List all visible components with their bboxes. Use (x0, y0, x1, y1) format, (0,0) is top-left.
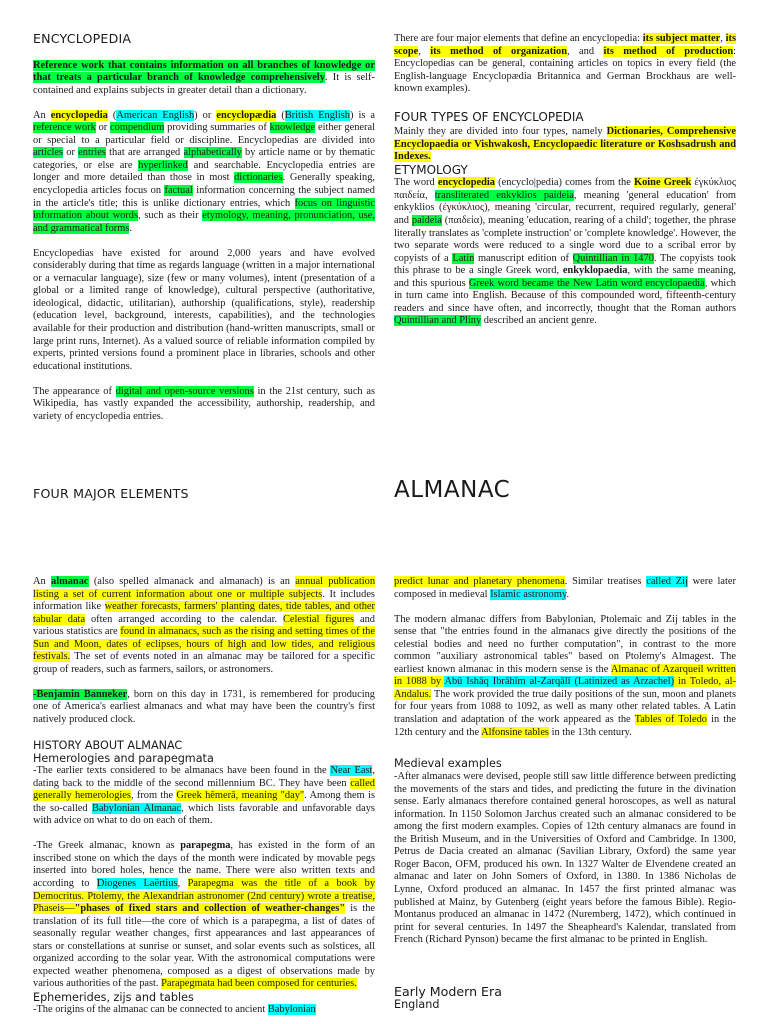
highlighted-term: -Benjamin Banneker (33, 688, 128, 700)
highlighted-term: Tables of Toledo (634, 714, 707, 726)
four-types-paragraph: Mainly they are divided into four types, namely Dictionaries, Comprehensive Encyclopaedia or Vishwakosh, Encyclopaedic literature or Koshsadrush and Indexes. (394, 126, 736, 163)
highlighted-term: British English (284, 109, 350, 121)
highlighted-term: American English (116, 109, 195, 121)
highlighted-term: Reference work that contains information on all branches of knowledge or that treats a particular branch of knowledge comprehensively (33, 59, 375, 84)
heading-history-almanac: HISTORY ABOUT ALMANAC (33, 739, 183, 753)
heading-ephemerides: Ephemerides, zijs and tables (33, 990, 194, 1004)
highlighted-term: etymology, meaning, pronunciation, use, and grammatical forms (33, 210, 376, 234)
highlighted-term: Greek hēmerā, meaning "day" (176, 790, 305, 802)
highlighted-term: Greek word became the New Latin word encyclopaedia (468, 277, 705, 289)
highlighted-term: Celestial figures (282, 613, 355, 625)
etymology-paragraph: The word encyclopedia (encyclo|pedia) comes from the Koine Greek ἐγκύκλιος παιδεία, transliterated enkyklios paideia, meaning 'general education' from enkyklios (ἐγκύκλιος), meaning 'circular, recurrent, required regularly, general' and paideia (παιδεία), meaning 'education, rearing of a child'; together, the phrase literally translates as 'complete instruction' or 'complete knowledge'. However, the two separate words were reduced to a single word due to a scribal error by copyists of a Latin manuscript edition of Quintillian in 1470. The copyists took this phrase to be a single Greek word, enkyklopaedia, with the same meaning, and this spurious Greek word became the New Latin word encyclopaedia, which in turn came into English. Because of this compounded word, fifteenth-century readers and since have often, and incorrectly, thought that the Roman authors Quintillian and Pliny described an ancient genre. (394, 177, 736, 327)
heading-hemerologies: Hemerologies and parapegmata (33, 752, 214, 766)
heading-almanac: ALMANAC (394, 477, 511, 503)
ephemerides-paragraph: -The origins of the almanac can be connected to ancient Babylonian (33, 1003, 316, 1015)
almanac-definition: An almanac (also spelled almanack and almanach) is an annual publication listing a set of current information about one or multiple subjects. It includes information like weather forecasts, farmers' planting dates, tide tables, and other tabular data often arranged according to the calendar. Celestial figures and various statistics are found in almanacs, such as the rising and setting times of the Sun and Moon, dates of eclipses, hours of high and low tides, and religious festivals. The set of events noted in an almanac may be tailored for a specific group of readers, such as farmers, sailors, or astronomers. (33, 576, 376, 675)
banneker-paragraph: -Benjamin Banneker, born on this day in 1731, is remembered for producing one of America's earliest almanacs and what may have been the country's first natively produced clock. (33, 688, 376, 726)
highlighted-term: Islamic astronomy (490, 588, 567, 600)
highlighted-term: its subject matter (642, 33, 721, 44)
highlighted-term: Abū Ishāq Ibrāhīm al-Zarqālī (Latinized as Arzachel) (444, 676, 675, 688)
highlighted-term: Parapegma was the title of a book by Democritus. Ptolemy, the Alexandrian astronomer (2nd century) wrote a treatise, Phaseis— (33, 878, 376, 915)
hemerologies-paragraph: -The earlier texts considered to be almanacs have been found in the Near East, dating back to the middle of the second millennium BC. They have been called generally hemerologies, from the Greek hēmerā, meaning "day". Among them is the so-called Babylonian Almanac, which lists favorable and unfavorable days with advice on what to do on each of them. (33, 765, 375, 827)
four-elements-paragraph: There are four major elements that define an encyclopedia: its subject matter, its scope, its method of organization, and its method of production: Encyclopedias can be general, containing articles on topics in every field (the English-language Encyclopædia Britannica and German Brockhaus are well-known examples). (394, 33, 737, 95)
medieval-paragraph: -After almanacs were devised, people still saw little difference between predicting the movements of the stars and tides, and predicting the future in the divination sense. Early almanacs therefore contained general horoscopes, as well as natural information. In 1150 Solomon Jarchus created such an almanac considered to be among the first modern examples. Copies of 12th century almanacs are found in the British Museum, and in the Universities of Oxford and Cambridge. In 1300, Petrus de Dacia created an almanac (Savilian Library, Oxford) the same year Roger Bacon, OFM, produced his own. In 1327 Walter de Elvendene created an almanac and later on John Somers of Oxford, in 1380. In 1386 Nicholas de Lynne, Oxford produced an almanac. In 1457 the first printed almanac was published at Mainz, by Gutenberg (eight years before the famous Bible). Regio-Montanus produced an almanac in 1472 (Nuremberg, 1472), which continued in print for several centuries. In 1497 the Sheapheard's Kalendar, translated from French (Richard Pynson) became the first almanac to be printed in English. (394, 771, 736, 946)
highlighted-term: almanac (51, 576, 89, 587)
highlighted-term: "phases of fixed stars and collection of weather-changes" (74, 903, 346, 915)
highlighted-term: Dictionaries, Comprehensive Encyclopaedia or Vishwakosh, Encyclopaedic literature or Koshsadrush and Indexes. (394, 126, 736, 163)
zij-paragraph: predict lunar and planetary phenomena. Similar treatises called Zij were later composed in medieval Islamic astronomy. (394, 576, 737, 600)
encyclopedia-digital: The appearance of digital and open-source versions in the 21st century, such as Wikipedia, has vastly expanded the accessibility, authorship, readership, and variety of encyclopedia entries. (33, 385, 375, 422)
highlighted-term: predict lunar and planetary phenomena (394, 576, 565, 587)
highlighted-term: Diogenes Laërtius (96, 878, 178, 890)
highlighted-term: Latin (452, 252, 475, 264)
highlighted-term: focus on linguistic information about words (33, 197, 375, 222)
highlighted-term: Koine Greek (634, 177, 692, 189)
highlighted-term: annual publication listing a set of current information about one or multiple subjects (33, 576, 376, 600)
highlighted-term: transliterated enkyklios paideia (434, 189, 574, 201)
highlighted-term: dictionaries (234, 172, 283, 184)
heading-early-modern-era: Early Modern Era (394, 983, 502, 999)
highlighted-term: reference work (33, 122, 96, 134)
highlighted-term: hyperlinked (138, 159, 188, 171)
highlighted-term: in Toledo, al-Andalus. (394, 676, 736, 700)
heading-etymology: ETYMOLOGY (394, 162, 468, 177)
highlighted-term: alphabetically (183, 147, 242, 159)
encyclopedia-history: Encyclopedias have existed for around 2,000 years and have evolved considerably during that time as regards language (written in a major international or a vernacular language), size (few or many volumes), intent (presentation of a global or a limited range of knowledge), cultural perspective (authoritative, ideological, didactic, utilitarian), authorship (qualifications, style), readership (education level, background, interests, capabilities), and the technologies available for their production and distribution (hand-written manuscripts, small or large print runs, Internet). As a valued source of reliable information compiled by experts, printed versions found a prominent place in libraries, schools and other educational institutions. (33, 247, 375, 372)
highlighted-term: compendium (110, 122, 165, 134)
highlighted-term: weather forecasts, farmers' planting dates, tide tables, and other tabular data (33, 601, 375, 625)
heading-four-types: FOUR TYPES OF ENCYCLOPEDIA (394, 109, 584, 124)
highlighted-term: its method of production (603, 45, 734, 57)
parapegma-paragraph: -The Greek almanac, known as parapegma, has existed in the form of an inscribed stone on which the days of the month were indicated by movable pegs inserted into bored holes, hence the name. There were also written texts and according to Diogenes Laërtius, Parapegma was the title of a book by Democritus. Ptolemy, the Alexandrian astronomer (2nd century) wrote a treatise, Phaseis—"phases of fixed stars and collection of weather-changes" is the translation of its full title—the core of which is a parapegma, a list of dates of seasonally regular weather changes, first appearances and last appearances of stars or constellations at sunrise or sunset, and solar events such as solstices, all organized according to the solar year. With the astronomical computations were expected weather phenomena, composed as a digest of observations made by various authorities of the past. Parapegmata had been composed for centuries. (33, 840, 376, 990)
highlighted-term: Babylonian (267, 1003, 316, 1015)
highlighted-term: encyclopedia (50, 109, 108, 121)
highlighted-term: Alfonsine tables (481, 726, 549, 738)
modern-almanac-paragraph: The modern almanac differs from Babylonian, Ptolemaic and Zij tables in the sense that "the entries found in the almanacs give directly the positions of the celestial bodies and need no further computation", in contrast to the more common "auxiliary astronomical tables" based on Ptolemy's Almagest. The earliest known almanac in this modern sense is the Almanac of Azarqueil written in 1088 by Abū Ishāq Ibrāhīm al-Zarqālī (Latinized as Arzachel) in Toledo, al-Andalus. The work provided the true daily positions of the sun, moon and planets for four years from 1088 to 1092, as well as many other related tables. A Latin translation and adaptation of the work appeared as the Tables of Toledo in the 12th century and the Alfonsine tables in the 13th century. (394, 613, 736, 738)
heading-medieval-examples: Medieval examples (394, 757, 502, 771)
highlighted-term: paideia (411, 215, 442, 227)
highlighted-term: Parapegmata had been composed for centuries. (161, 978, 357, 990)
highlighted-term: called Zij (646, 576, 688, 587)
col-bottom-left (33, 576, 375, 1017)
heading-encyclopedia: ENCYCLOPEDIA (33, 31, 132, 46)
col-top-right (394, 33, 736, 340)
highlighted-term: found in almanacs, such as the rising and setting times of the Sun and Moon, dates of eclipses, hours of high and low tides, and religious festivals. (33, 626, 375, 663)
highlighted-term: knowledge (269, 122, 316, 134)
highlighted-term: encyclopedia (437, 177, 495, 189)
highlighted-term: its method of organization (430, 45, 568, 57)
heading-four-major-elements: FOUR MAJOR ELEMENTS (33, 486, 189, 501)
col-top-left (33, 33, 375, 436)
highlighted-term: entries (78, 147, 106, 159)
highlighted-term: Quintillian and Pliny (394, 315, 482, 327)
highlighted-term: digital and open-source versions (115, 385, 254, 397)
highlighted-term: encyclopædia (216, 109, 277, 121)
highlighted-term: Almanac of Azarqueil written in 1088 by (394, 663, 736, 688)
highlighted-term: articles (33, 147, 63, 159)
highlighted-term: Near East (330, 765, 373, 777)
highlighted-term: Quintillian in 1470 (572, 252, 654, 264)
encyclopedia-definition: Reference work that contains information on all branches of knowledge or that treats a particular branch of knowledge comprehensively. It is self-contained and explains subjects in greater detail than a dictionary. (33, 59, 375, 96)
highlighted-term: factual (164, 185, 193, 197)
highlighted-term: its scope (394, 33, 737, 57)
encyclopedia-paragraph: An encyclopedia (American English) or encyclopædia (British English) is a reference work or compendium providing summaries of knowledge either general or special to a particular field or discipline. Encyclopedias are divided into articles or entries that are arranged alphabetically by article name or by thematic categories, or else are hyperlinked and searchable. Encyclopedia entries are longer and more detailed than those in most dictionaries. Generally speaking, encyclopedia articles focus on factual information concerning the subject named in the article's title; this is unlike dictionary entries, which focus on linguistic information about words, such as their etymology, meaning, pronunciation, use, and grammatical forms. (33, 109, 376, 234)
highlighted-term: Babylonian Almanac (91, 802, 182, 814)
highlighted-term: called generally hemerologies (33, 777, 375, 802)
heading-england: England (394, 998, 440, 1012)
col-bottom-right (394, 576, 736, 1011)
